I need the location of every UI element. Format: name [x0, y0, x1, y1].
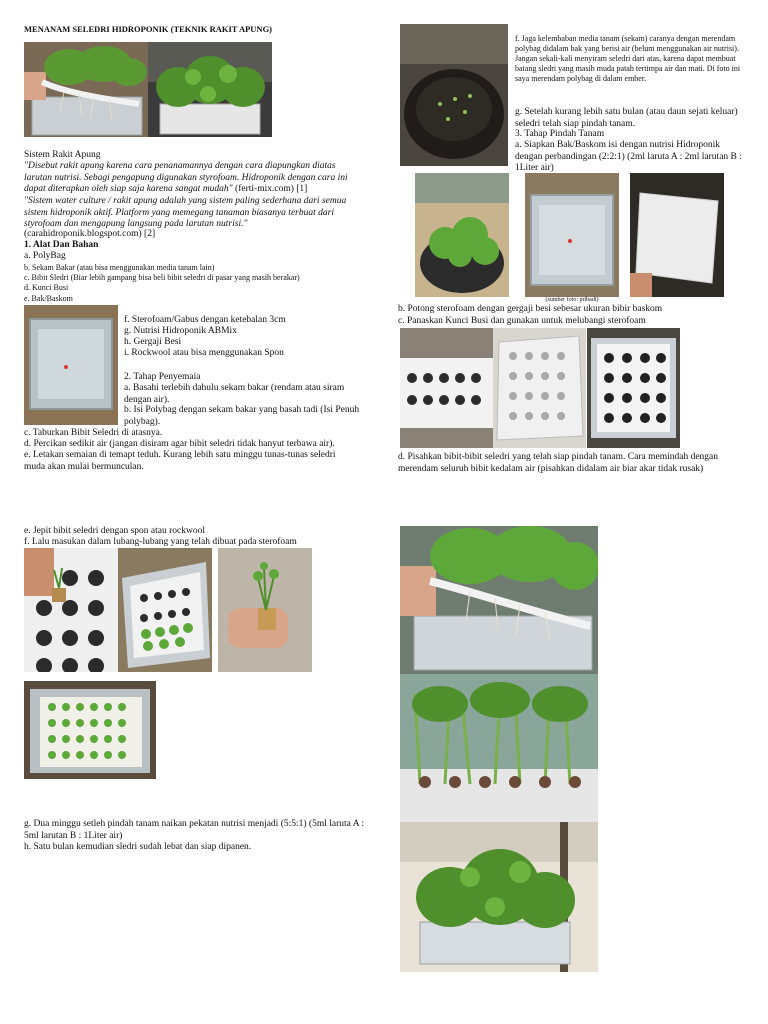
item-i: i. Rockwool atau bisa menggunakan Spon: [124, 348, 284, 358]
styrofoam-sheet-photo: [630, 173, 724, 297]
section-1-heading: 1. Alat Dan Bahan: [24, 240, 99, 250]
step-3c: c. Panaskan Kunci Busi dan gunakan untuk melubangi sterofoam: [398, 316, 646, 326]
item-g: g. Nutrisi Hidroponik ABMix: [124, 326, 237, 336]
prepared-tray-photo: [525, 173, 619, 297]
foam-holes-closeup-photo: [400, 328, 493, 448]
seedling-in-foam-photo: [24, 548, 118, 672]
quote-1-text: "Disebut rakit apung karena cara penanamannya dengan cara diapungkan diatas larutan nutrisi. Sebagi pengapung digunakan styrofoam. Hidroponik dengan cara ini dapat diterapkan oleh siap saja karena sangat mudah": [24, 161, 348, 194]
photo-caption: (sumber foto: pribadi): [545, 297, 599, 303]
step-e: e. Jepit bibit seledri dengan spon atau rockwool: [24, 526, 205, 536]
step-3a: a. Siapkan Bak/Baskom isi dengan nutrisi Hidroponik dengan perbandingan (2:2:1) (2ml laruta A : 2ml larutan B : 1Liter air): [515, 140, 742, 173]
step-2e: e. Letakan semaian di temapt teduh. Kurang lebih satu minggu tunas-tunas seledri muda akan mulai bermunculan.: [24, 450, 336, 472]
mature-roots-photo: [400, 526, 598, 674]
step-2b: b. Isi Polybag dengan sekam bakar yang basah tadi (Isi Penuh polybag).: [124, 405, 360, 427]
page-title: MENANAM SELEDRI HIDROPONIK (TEKNIK RAKIT APUNG): [24, 24, 273, 34]
step-2d: d. Percikan sedikit air (jangan disiram agar bibit seledri tidak hanyut terbawa air).: [24, 439, 335, 449]
celery-stems-photo: [400, 674, 598, 822]
celery-tray-photo: [148, 42, 272, 137]
step-g: g. Dua minggu setleh pindah tanam naikan pekatan nutrisi menjadi (5:5:1) (5ml laruta A : 5ml larutan B : 1Liter air): [24, 819, 365, 841]
step-f: f. Lalu masukan dalam lubang-lubang yang telah dibuat pada sterofoam: [24, 537, 297, 547]
step-2a: a. Basahi terlebih dahulu sekam bakar (rendam atau siram dengan air).: [124, 383, 345, 405]
section-3-heading: 3. Tahap Pindah Tanam: [515, 129, 605, 139]
step-3d: d. Pisahkan bibit-bibit seledri yang telah siap pindah tanam. Cara memindah dengan merendam seluruh bibit kedalam air (pisahkan didalam air biar akar tidak rusak): [398, 452, 719, 474]
quote-1-source: (ferti-mix.com) [1]: [232, 184, 308, 194]
foam-sheet-holes-photo: [493, 328, 586, 448]
sponge-seedling-photo: [218, 548, 312, 672]
item-b: b. Sekam Bakar (atau bisa menggunakan media tanam lain): [24, 263, 215, 272]
step-2c: c. Taburkan Bibit Seledri di atasnya.: [24, 428, 163, 438]
step-h: h. Satu bulan kemudian sledri sudah lebat dan siap dipanen.: [24, 842, 252, 852]
step-1g: g. Setelah kurang lebih satu bulan (atau daun sejati keluar) seledri telah siap pindah tanam.: [515, 107, 738, 129]
polybag-seedlings-photo: [415, 173, 509, 297]
item-d: d. Kunci Busi: [24, 283, 69, 292]
item-c: c. Bibit Sledri (Biar lebih gampang bisa beli bibit seledri di pasar yang masih berakar): [24, 273, 300, 282]
item-a: a. PolyBag: [24, 251, 66, 261]
step-3b: b. Potong sterofoam dengan gergaji besi sebesar ukuran bibir baskom: [398, 304, 663, 314]
item-e: e. Bak/Baskom: [24, 294, 73, 303]
transplanted-tray-photo: [24, 681, 156, 779]
quote-2-text: "Sistem water culture / rakit apung adalah yang sistem paling sederhana dari semua sistem hidroponik aktif. Platform yang memegang tanaman biasanya terbuat dari styrofoam dan mengapung langsung pada larutan nutrisi.": [24, 196, 347, 229]
empty-tray-photo: [24, 305, 118, 425]
polybag-soak-photo: [400, 24, 508, 166]
seedling-root-photo: [24, 42, 149, 137]
step-1f: f. Jaga kelembaban media tanam (sekam) caranya dengan merendam polybag didalam bak yang berisi air (belum menggunakan air nutrisi). Jangan sekali-kali menyiram seledri dari atas, karena dapat membuat batang sledri yang masih muda patah tertimpa air dan mati. Di foto ini saya merendam polybag di dalam ember.: [515, 34, 741, 83]
item-h: h. Gergaji Besi: [124, 337, 182, 347]
harvest-ready-photo: [400, 822, 598, 972]
section-2-heading: 2. Tahap Penyemaia: [124, 372, 201, 382]
item-f: f. Sterofoam/Gabus dengan ketebalan 3cm: [124, 315, 286, 325]
quote-2-source: (carahidroponik.blogspot.com) [2]: [24, 229, 156, 239]
planting-tray-photo: [118, 548, 212, 672]
foam-in-tray-photo: [587, 328, 680, 448]
sistem-heading: Sistem Rakit Apung: [24, 150, 101, 160]
quote-1: [24, 161, 364, 196]
